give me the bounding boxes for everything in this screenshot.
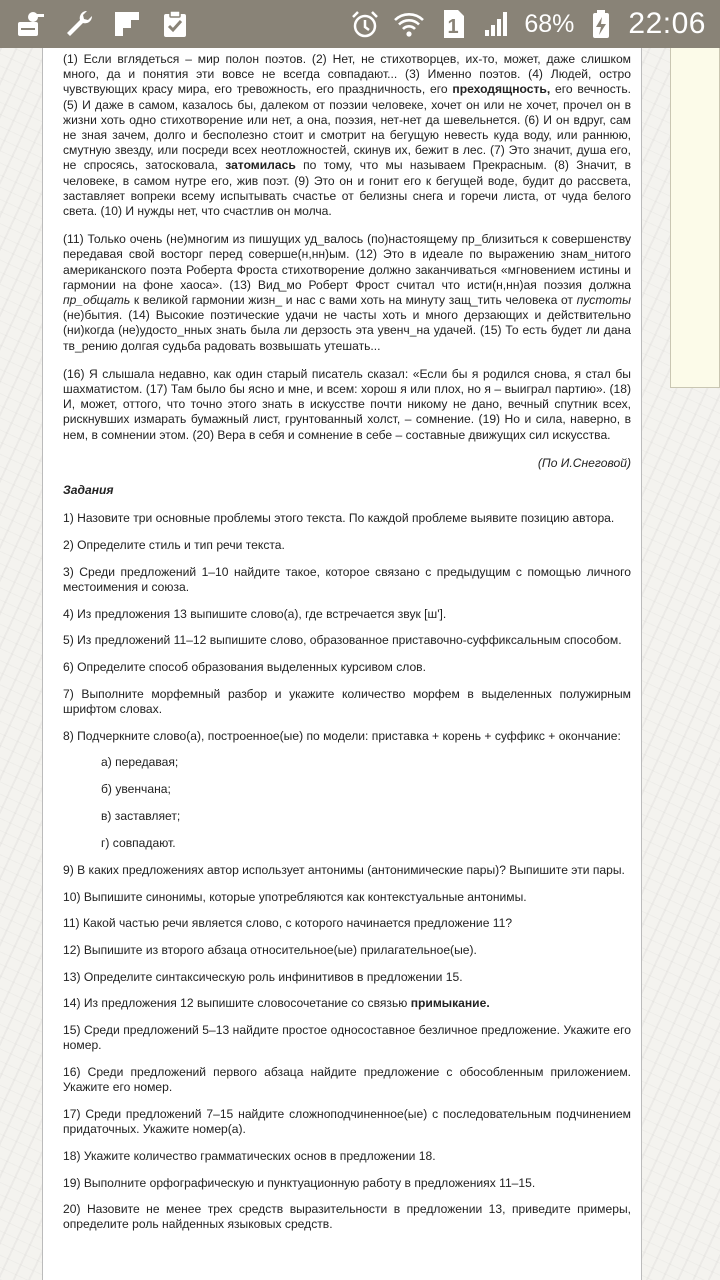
task-item: 5) Из предложений 11–12 выпишите слово, образованное приставочно-суффиксальным способом. <box>63 633 622 648</box>
task-item: 4) Из предложения 13 выпишите слово(а), где встречается звук [ш']. <box>63 606 447 621</box>
options-list <box>63 755 631 851</box>
battery-percent: 68% <box>524 9 575 38</box>
paragraph-3: (16) Я слышала недавно, как один старый писатель сказал: «Если бы я родился снова, я стал бы шахматистом. (17) Там было бы ясно и мне, и всем: хорош я или плох, но я – выиграл партию». (18) И, может, оттого, что точно этого знать в искусстве почти никому не дано, вечный спутник всех, рискнувших измарать бумажный лист, грунтованный холст, – сомнение. (19) Но и сила, наверно, в нем, в сомнении этом. (20) Вера в себя и сомнение в себе – составные движущих сил искусства. <box>63 366 631 442</box>
task-item: 20) Назовите не менее трех средств выразительности в предложении 13, приведите примеры, определите роль найденных языковых средств. <box>63 1202 631 1232</box>
clock: 22:06 <box>628 7 706 40</box>
svg-text:1: 1 <box>447 16 459 38</box>
task-item: 2) Определите стиль и тип речи текста. <box>63 537 285 552</box>
task-item: 8) Подчеркните слово(а), построенное(ые) по модели: приставка + корень + суффикс + окончание: <box>63 728 621 743</box>
flipboard-icon[interactable] <box>110 7 144 41</box>
sim-1-icon <box>436 7 470 41</box>
paragraph-2: (11) Только очень (не)многим из пишущих уд_валось (по)настоящему пр_близиться к совершенству передавая свой восторг перед соверше(н,нн)ым. (12) Это в идеале по выражению знам_нитого американского поэта Роберта Фроста стихотворение должно заканчиваться «мгновением истины и гармонии на фоне хаоса». (13) Вид_мо Роберт Фрост считал что исти(н,нн)ая поэзия должна пр_общать к великой гармонии жизн_ и нас с вами хоть на минуту защ_тить человека от пустоты (не)бытия. (14) Высокие поэтические удачи не часты хоть и много дерзающих и действительно (ни)когда (не)удосто_нных знать была ли дерзость эта увенч_на удачей. (15) То есть будет ли дана тв_рению долгая судьба радовать возвышать утешать... <box>63 232 631 353</box>
wifi-icon <box>392 7 426 41</box>
task-item: 6) Определите способ образования выделенных курсивом слов. <box>63 660 426 674</box>
battery-charging-icon <box>584 7 618 41</box>
answer-option: а) передавая; <box>101 755 179 770</box>
task-item: 14) Из предложения 12 выпишите словосочетание со связью примыкание. <box>63 996 490 1011</box>
status-bar <box>0 0 720 48</box>
task-item: 18) Укажите количество грамматических основ в предложении 18. <box>63 1148 436 1163</box>
tasks-list-a <box>63 511 631 744</box>
task-item: 16) Среди предложений первого абзаца найдите предложение с обособленным приложением. Укажите его номер. <box>63 1065 631 1095</box>
task-item: 13) Определите синтаксическую роль инфинитивов в предложении 15. <box>63 969 463 984</box>
task-item: 3) Среди предложений 1–10 найдите такое, которое связано с предыдущим с помощью личного местоимения и союза. <box>63 564 631 594</box>
task-item: 7) Выполните морфемный разбор и укажите количество морфем в выделенных полужирным шрифтом словах. <box>63 686 631 716</box>
document-page[interactable] <box>42 48 642 1280</box>
answer-option: б) увенчана; <box>101 782 171 797</box>
author-attribution: (По И.Снеговой) <box>537 455 631 470</box>
signal-icon <box>480 7 514 41</box>
task-item: 9) В каких предложениях автор использует антонимы (антонимические пары)? Выпишите эти пары. <box>63 862 625 877</box>
answer-option: в) заставляет; <box>101 809 181 824</box>
task-item: 17) Среди предложений 7–15 найдите сложноподчиненное(ые) с последовательным подчинением придаточных. Укажите номер(а). <box>63 1106 631 1137</box>
task-item: 11) Какой частью речи является слово, с которого начинается предложение 11? <box>63 916 513 931</box>
task-item: 12) Выпишите из второго абзаца относительное(ые) прилагательное(ые). <box>63 942 477 957</box>
task-item: 10) Выпишите синонимы, которые употребляются как контекстуальные антонимы. <box>63 889 527 904</box>
alarm-icon <box>348 7 382 41</box>
clipboard-check-icon[interactable] <box>158 7 192 41</box>
task-item: 1) Назовите три основные проблемы этого текста. По каждой проблеме выявите позицию автора. <box>63 511 615 526</box>
side-panel <box>670 48 720 388</box>
tasks-list-b <box>63 863 631 1233</box>
answer-option: г) совпадают. <box>101 835 176 850</box>
wrench-icon[interactable] <box>62 7 96 41</box>
tasks-heading: Задания <box>63 483 114 498</box>
task-item: 19) Выполните орфографическую и пунктуационную работу в предложениях 11–15. <box>63 1175 536 1190</box>
task-item: 15) Среди предложений 5–13 найдите простое односоставное безличное предложение. Укажите его номер. <box>63 1023 631 1053</box>
paragraph-1: (1) Если вглядеться – мир полон поэтов. (2) Нет, не стихотворцев, их-то, может, даже слишком много, да и понятия эти вовсе не всегда совпадают... (3) Именно поэтов. (4) Людей, остро чувствующих красу мира, его тревожность, его праздничность, его преходящность, его вечность. (5) И даже в самом, казалось бы, далеком от поэзии человеке, хочет он или не хочет, прочел он в жизни хоть одно стихотворение или нет, а она, поэзия, нет-нет да шевельнется. (6) И он вдруг, сам не зная зачем, долго и бесполезно стоит и смотрит на бегущую невесть куда воду, или раннюю, смутную звезду, или посреди всех неотложностей, скинув их, бежит в лес. (7) Это значит, душа его, не спросясь, затосковала, затомилась по тому, что мы называем Прекрасным. (8) Значит, в человеке, в самом нутре его, жив поэт. (9) Это он и гонит его к бегущей воде, будит до рассвета, заставляет вопреки всему испытывать счастье от белизны снега и горечи листа, от чуда белого света. (10) И нужды нет, что счастлив он молча. <box>63 52 632 219</box>
cleaner-icon[interactable] <box>14 7 48 41</box>
